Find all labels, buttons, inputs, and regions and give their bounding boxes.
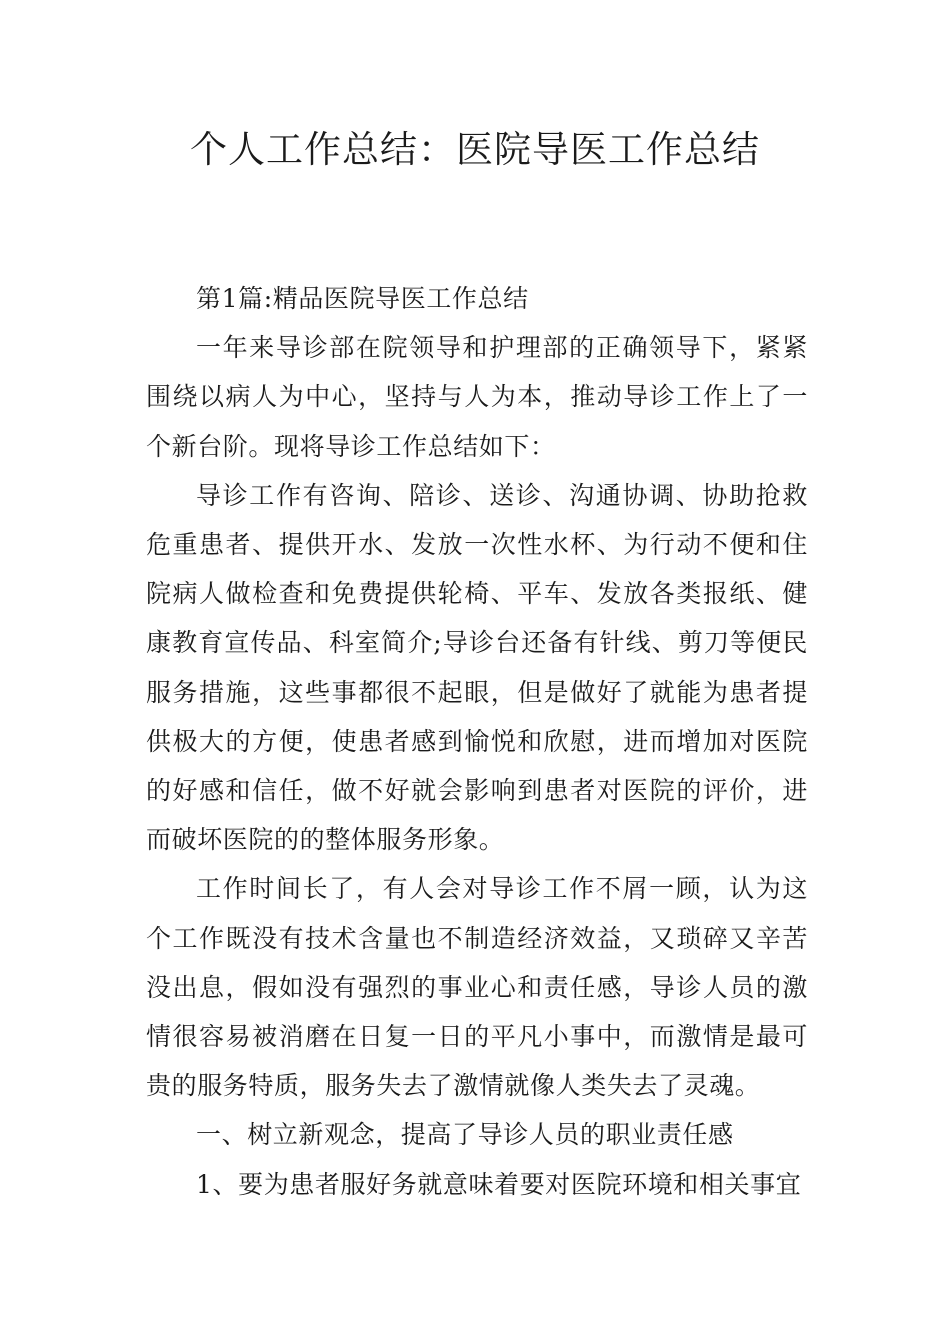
paragraph-item-1: 1、要为患者服好务就意味着要对医院环境和相关事宜: [196, 1169, 802, 1199]
document-body: [146, 274, 808, 1209]
paragraph-intro: 一年来导诊部在院领导和护理部的正确领导下，紧紧围绕以病人为中心，坚持与人为本，推动导诊工作上了一个新台阶。现将导诊工作总结如下：: [146, 333, 808, 461]
document-title: 个人工作总结：医院导医工作总结: [190, 128, 760, 171]
section-heading: 第1篇:精品医院导医工作总结: [196, 284, 529, 313]
paragraph-duties: 导诊工作有咨询、陪诊、送诊、沟通协调、协助抢救危重患者、提供开水、发放一次性水杯、为行动不便和住院病人做检查和免费提供轮椅、平车、发放各类报纸、健康教育宣传品、科室简介;导诊台还备有针线、剪刀等便民服务措施，这些事都很不起眼，但是做好了就能为患者提供极大的方便，使患者感到愉悦和欣慰，进而增加对医院的好感和信任，做不好就会影响到患者对医院的评价，进而破坏医院的的整体服务形象。: [146, 480, 808, 855]
subsection-heading: 一、树立新观念，提高了导诊人员的职业责任感: [196, 1120, 734, 1150]
paragraph-attitude: 工作时间长了，有人会对导诊工作不屑一顾，认为这个工作既没有技术含量也不制造经济效益，又琐碎又辛苦没出息，假如没有强烈的事业心和责任感，导诊人员的激情很容易被消磨在日复一日的平凡小事中，而激情是最可贵的服务特质，服务失去了激情就像人类失去了灵魂。: [146, 874, 808, 1101]
